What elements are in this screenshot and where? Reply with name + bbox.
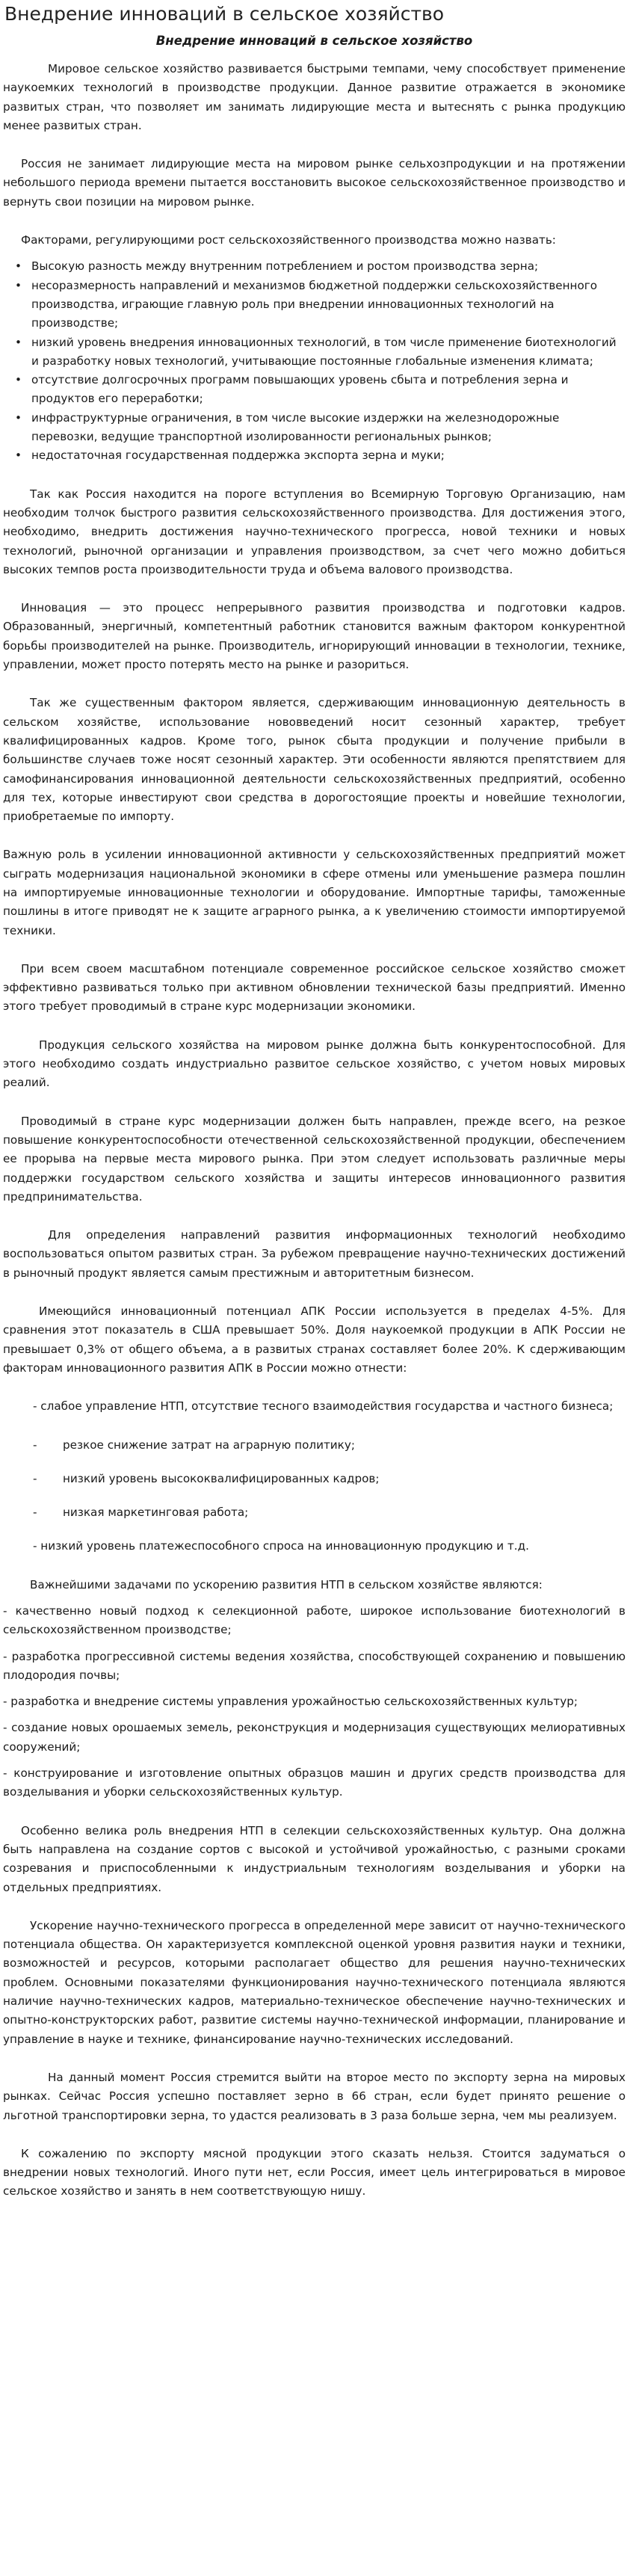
factors-list [3,257,626,465]
paragraph: Важнейшими задачами по ускорению развития НТП в сельском хозяйстве являются: [30,1577,543,1591]
article-body [3,33,626,2201]
task-item: - создание новых орошаемых земель, реконструкция и модернизация существующих мелиоративных сооружений; [3,1721,626,1754]
list-item: • недостаточная государственная поддержка экспорта зерна и муки; [15,449,445,463]
paragraph: Особенно велика роль внедрения НТП в селекции сельскохозяйственных культур. Она должна быть направлена на создание сортов с высокой и устойчивой урожайностью, с разными сроками созревания и приспособленными к индустриальным технологиям возделывания и уборки на отдельных предприятиях. [3,1823,626,1894]
paragraph: Инновация — это процесс непрерывного развития производства и подготовки кадров. Образованный, энергичный, компетентный работник становится важным фактором конкурентной борьбы производителей на рынке. Производитель, игнорирующий инновации в технологии, технике, управлении, может просто потерять место на рынке и разориться. [3,601,626,672]
paragraph: Так как Россия находится на пороге вступления во Всемирную Торговую Организацию, нам необходим толчок быстрого развития сельскохозяйственного производства. Для достижения этого, необходимо, внедрить достижения научно-технического прогресса, новой техники и новых технологий, рыночной организации и управления производством, за счет чего можно добиться высоких темпов роста производительности труда и объема валового производства. [3,487,626,576]
page-title: Внедрение инноваций в сельское хозяйство [4,3,445,25]
paragraph: При всем своем масштабном потенциале современное российское сельское хозяйство сможет эффективно развиваться только при активном обновлении технической базы предприятий. Именно этого требует проводимый в стране курс модернизации экономики. [3,961,626,1014]
paragraph: Мировое сельское хозяйство развивается быстрыми темпами, чему способствует применение наукоемких технологий в производстве продукции. Данное развитие отражается в экономике развитых стран, что позволяет им занимать лидирующие места и вытеснять с рынка продукцию менее развитых стран. [3,62,626,132]
paragraph: Факторами, регулирующими рост сельскохозяйственного производства можно назвать: [21,233,556,247]
list-item: - низкая маркетинговая работа; [33,1506,249,1520]
paragraph: Россия не занимает лидирующие места на мировом рынке сельхозпродукции и на протяжении небольшого периода времени пытается восстановить высокое сельскохозяйственное производство и вернуть свои позиции на мировом рынке. [3,157,626,209]
paragraph: Проводимый в стране курс модернизации должен быть направлен, прежде всего, на резкое повышение конкурентоспособности отечественной сельскохозяйственной продукции, обеспечением ее прорыва на первые места мирового рынка. При этом следует использовать различные меры поддержки государством сельского хозяйства и защиты интересов инновационного развития предпринимательства. [3,1114,626,1204]
task-item: - качественно новый подход к селекционной работе, широкое использование биотехнологий в сельскохозяйственном производстве; [3,1604,626,1637]
paragraph: На данный момент Россия стремится выйти на второе место по экспорту зерна на мировых рынках. Сейчас Россия успешно поставляет зерно в 66 стран, если будет принято решение о льготной транспортировки зерна, то удастся реализовать в 3 раза больше зерна, чем мы реализуем. [3,2070,626,2122]
article-subtitle: Внедрение инноваций в сельское хозяйство [155,34,473,48]
paragraph: Продукция сельского хозяйства на мировом рынке должна быть конкурентоспособной. Для этого необходимо создать индустриально развитое сельское хозяйство, с учетом новых мировых реалий. [3,1038,626,1090]
list-item: - низкий уровень высококвалифицированных кадров; [33,1471,380,1485]
list-item: • Высокую разность между внутренним потреблением и ростом производства зерна; [15,259,539,274]
paragraph: Так же существенным фактором является, сдерживающим инновационную деятельность в сельском хозяйстве, использование нововведений носит сезонный характер, требует квалифицированных кадров. Кроме того, рынок сбыта продукции и получение прибыли в большинстве случаев тоже носят сезонный характер. Эти особенности являются препятствием для самофинансирования инновационной деятельности сельскохозяйственных предприятий, особенно для тех, которые инвестируют свои средства в дорогостоящие проекты и новейшие технологии, приобретаемые по импорту. [3,696,626,824]
paragraph: Ускорение научно-технического прогресса в определенной мере зависит от научно-технического потенциала общества. Он характеризуется комплексной оценкой уровня развития науки и техники, возможностей и ресурсов, которыми располагает общество для решения научно-технических проблем. Основными показателями функционирования научно-технического потенциала являются наличие научно-технических кадров, материально-техническое обеспечение научно-технических и опытно-конструкторских работ, развитие системы научно-технической информации, планирование и управление в науке и технике, финансирование научно-технических исследований. [3,1918,626,2046]
paragraph: К сожалению по экспорту мясной продукции этого сказать нельзя. Стоится задуматься о внедрении новых технологий. Иного пути нет, если Россия, имеет цель интегрироваться в мировое сельское хозяйство и занять в нем соответствующую нишу. [3,2146,626,2198]
paragraph: Для определения направлений развития информационных технологий необходимо воспользоваться опытом развитых стран. За рубежом превращение научно-технических достижений в рыночный продукт является самым престижным и авторитетным бизнесом. [3,1228,626,1280]
list-item: • отсутствие долгосрочных программ повышающих уровень сбыта и потребления зерна и продуктов его переработки; [15,373,569,406]
paragraph: Важную роль в усилении инновационной активности у сельскохозяйственных предприятий может сыграть модернизация национальной экономики в сфере отмены или уменьшение размера пошлин на импортируемые инновационные технологии и оборудование. Импортные тарифы, таможенные пошлины в итоге приводят не к защите аграрного рынка, а к увеличению стоимости импортируемой техники. [3,848,626,937]
constraint-item: - слабое управление НТП, отсутствие тесного взаимодействия государства и частного бизнеса; [33,1399,614,1414]
list-item: • низкий уровень внедрения инновационных технологий, в том числе применение биотехнологий и разработку новых технологий, учитывающие постоянные глобальные изменения климата; [15,335,617,368]
list-item: - резкое снижение затрат на аграрную политику; [33,1438,355,1452]
task-item: - конструирование и изготовление опытных образцов машин и других средств производства для возделывания и уборки сельскохозяйственных культур. [3,1766,626,1799]
list-item: • несоразмерность направлений и механизмов бюджетной поддержки сельскохозяйственного производства, играющие главную роль при внедрении инновационных технологий на производстве; [15,278,598,330]
task-item: - разработка и внедрение системы управления урожайностью сельскохозяйственных культур; [3,1695,578,1709]
constraint-item: - низкий уровень платежеспособного спроса на инновационную продукцию и т.д. [33,1539,529,1553]
constraints-list [3,1436,626,1523]
task-item: - разработка прогрессивной системы ведения хозяйства, способствующей сохранению и повышению плодородия почвы; [3,1649,626,1682]
list-item: • инфраструктурные ограничения, в том числе высокие издержки на железнодорожные перевозки, ведущие транспортной изолированности региональных рынков; [15,410,560,444]
paragraph: Имеющийся инновационный потенциал АПК России используется в пределах 4-5%. Для сравнения этот показатель в США превышает 50%. Доля наукоемкой продукции в АПК России не превышает 0,3% от общего объема, а в развитых странах составляет более 20%. К сдерживающим факторам инновационного развития АПК в России можно отнести: [3,1304,626,1375]
